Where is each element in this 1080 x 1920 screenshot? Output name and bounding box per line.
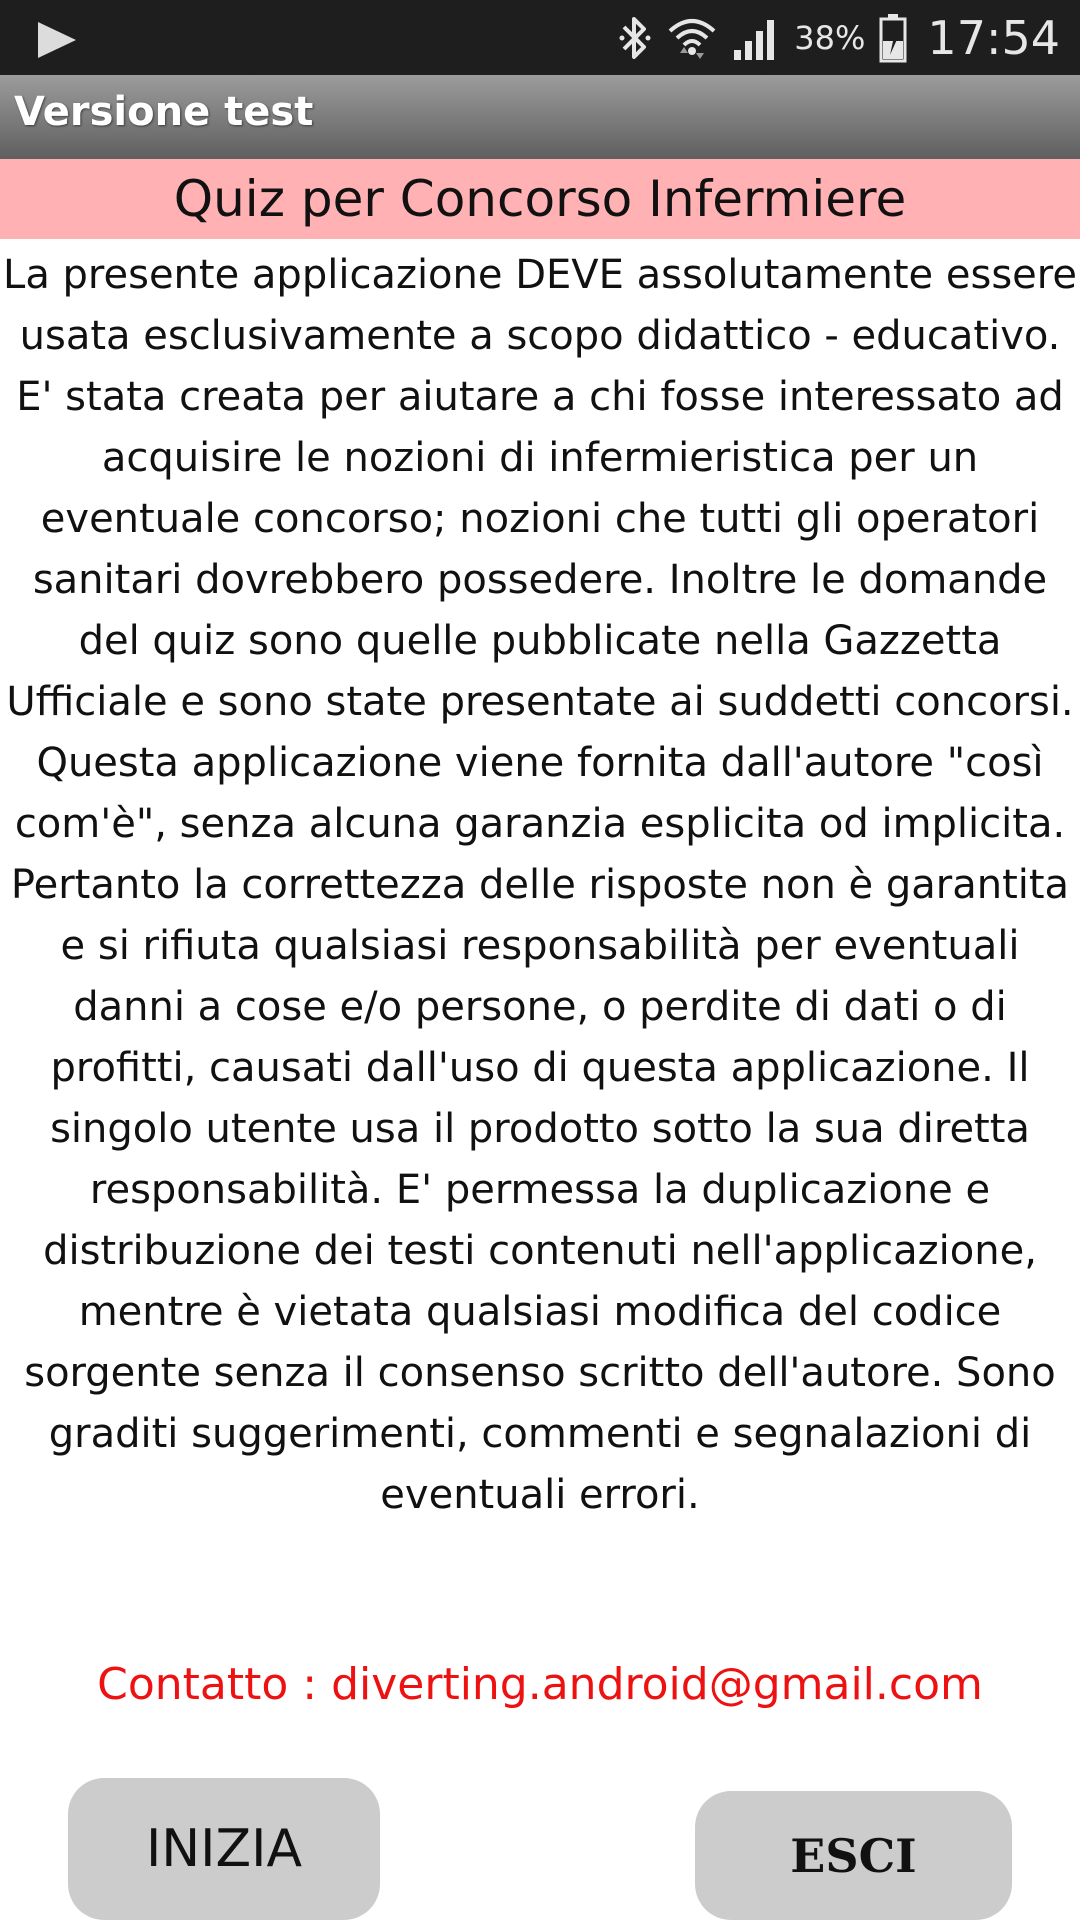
battery-percent: 38% <box>794 18 866 57</box>
bluetooth-icon <box>618 15 652 61</box>
action-bar <box>0 75 1080 159</box>
exit-button[interactable]: ESCI <box>695 1791 1012 1920</box>
disclaimer-text: La presente applicazione DEVE assolutamente essere usata esclusivamente a scopo didattico - educativo. E' stata creata per aiutare a chi fosse interessato ad acquisire le nozioni di infermieristica per un eventuale concorso; nozioni che tutti gli operatori sanitari dovrebbero possedere. Inoltre le domande del quiz sono quelle pubblicate nella Gazzetta Ufficiale e sono state presentate ai suddetti concorsi. Questa applicazione viene fornita dall'autore "così com'è", senza alcuna garanzia esplicita od implicita. Pertanto la correttezza delle risposte non è garantita e si rifiuta qualsiasi responsabilità per eventuali danni a cose e/o persone, o perdite di dati o di profitti, causati dall'uso di questa applicazione. Il singolo utente usa il prodotto sotto la sua diretta responsabilità. E' permessa la duplicazione e distribuzione dei testi contenuti nell'applicazione, mentre è vietata qualsiasi modifica del codice sorgente senza il consenso scritto dell'autore. Sono graditi suggerimenti, commenti e segnalazioni di eventuali errori. <box>3 252 1077 1518</box>
play-icon <box>36 20 78 60</box>
contact-email[interactable]: Contatto : diverting.android@gmail.com <box>97 1659 983 1710</box>
battery-charging-icon <box>879 13 907 63</box>
status-icons <box>618 0 1060 75</box>
page-title: Quiz per Concorso Infermiere <box>173 170 907 228</box>
clock: 17:54 <box>927 10 1060 65</box>
heading-band <box>0 159 1080 239</box>
status-bar <box>0 0 1080 75</box>
wifi-icon <box>666 13 718 63</box>
signal-icon <box>732 14 780 62</box>
start-button[interactable]: INIZIA <box>68 1778 380 1920</box>
app-title: Versione test <box>14 89 314 135</box>
